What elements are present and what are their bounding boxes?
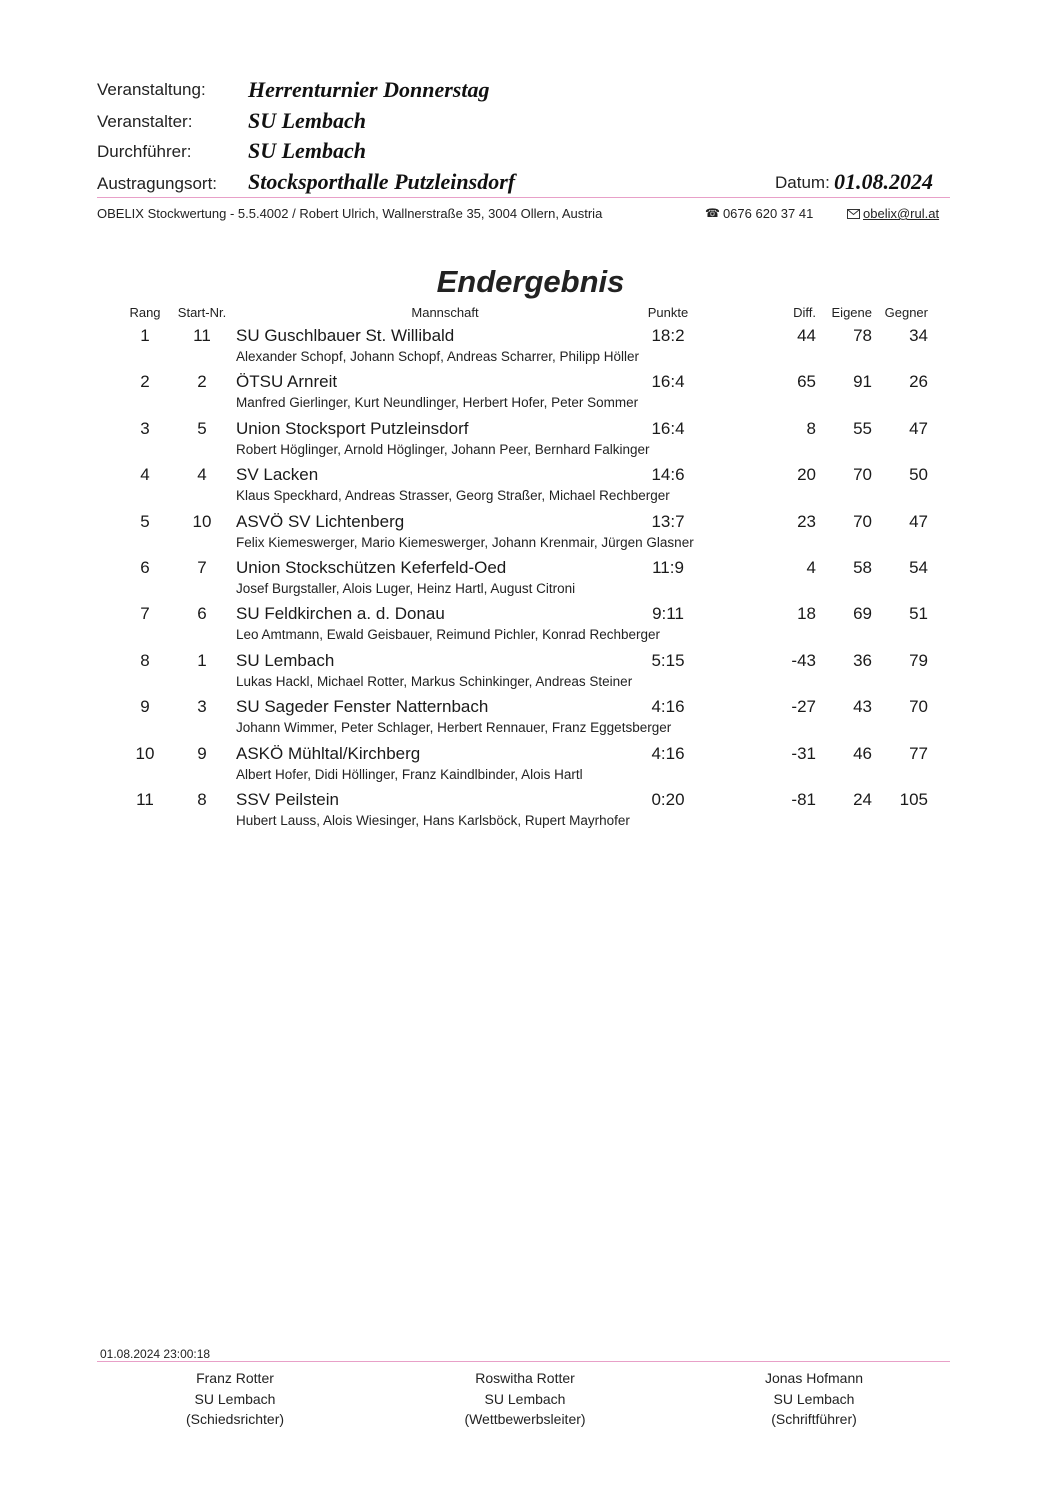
rank-cell: 9 xyxy=(140,697,150,717)
signature-secretary xyxy=(704,1368,924,1430)
rank-cell: 1 xyxy=(140,326,150,345)
start-number-cell: 5 xyxy=(197,418,207,438)
opponent-score-cell: 50 xyxy=(909,465,928,485)
own-score-cell: 46 xyxy=(853,743,872,763)
footer-divider xyxy=(97,1361,950,1362)
points-cell: 5:15 xyxy=(651,650,685,670)
team-name-cell: Union Stockschützen Keferfeld-Oed xyxy=(236,558,507,577)
date-value: 01.08.2024 xyxy=(834,169,933,194)
rank-cell: 2 xyxy=(140,372,150,392)
players-cell: Robert Höglinger, Arnold Höglinger, Johann Peer, Bernhard Falkinger xyxy=(236,441,650,457)
table-row xyxy=(0,697,1061,743)
software-info: OBELIX Stockwertung - 5.5.4002 / Robert Ulrich, Wallnerstraße 35, 3004 Ollern, Austria xyxy=(97,206,603,221)
players-cell: Leo Amtmann, Ewald Geisbauer, Reimund Pichler, Konrad Rechberger xyxy=(236,627,660,643)
difference-cell: 44 xyxy=(797,326,816,345)
rank-cell: 11 xyxy=(136,790,154,809)
signature-role: (Schriftführer) xyxy=(771,1411,857,1427)
team-name-cell: SU Guschlbauer St. Willibald xyxy=(236,326,455,345)
column-header-points: Punkte xyxy=(647,305,689,320)
points-cell: 18:2 xyxy=(651,326,685,345)
start-number-cell: 7 xyxy=(197,558,207,577)
difference-cell: 23 xyxy=(797,511,816,531)
signature-club: SU Lembach xyxy=(484,1390,566,1407)
own-score-cell: 43 xyxy=(853,697,872,717)
rank-cell: 6 xyxy=(140,558,150,577)
start-number-cell: 11 xyxy=(193,326,211,345)
own-score-cell: 91 xyxy=(853,372,872,392)
event-label: Veranstaltung: xyxy=(97,80,206,99)
team-name-cell: SU Feldkirchen a. d. Donau xyxy=(236,604,445,624)
start-number-cell: 3 xyxy=(197,697,207,717)
start-number-cell: 1 xyxy=(197,650,207,670)
organizer-value: SU Lembach xyxy=(248,108,366,133)
points-cell: 13:7 xyxy=(651,511,685,531)
signature-club: SU Lembach xyxy=(194,1390,276,1407)
points-cell: 14:6 xyxy=(651,465,685,485)
email-link[interactable]: obelix@rul.at xyxy=(863,206,940,221)
column-header-rang: Rang xyxy=(129,305,161,320)
team-name-cell: SU Sageder Fenster Natternbach xyxy=(236,697,489,717)
page-title: Endergebnis xyxy=(436,264,625,299)
difference-cell: 20 xyxy=(797,465,816,485)
players-cell: Hubert Lauss, Alois Wiesinger, Hans Karlsböck, Rupert Mayrhofer xyxy=(236,813,630,828)
column-header-opp: Gegner xyxy=(884,305,928,320)
points-cell: 16:4 xyxy=(651,418,685,438)
own-score-cell: 70 xyxy=(853,511,872,531)
signature-competition-manager xyxy=(415,1368,635,1430)
own-score-cell: 69 xyxy=(853,604,872,624)
difference-cell: -31 xyxy=(791,743,816,763)
rank-cell: 5 xyxy=(140,511,150,531)
players-cell: Johann Wimmer, Peter Schlager, Herbert Rennauer, Franz Eggetsberger xyxy=(236,720,672,736)
start-number-cell: 9 xyxy=(197,743,207,763)
rank-cell: 7 xyxy=(140,604,150,624)
players-cell: Felix Kiemeswerger, Mario Kiemeswerger, Johann Krenmair, Jürgen Glasner xyxy=(236,534,694,550)
venue-label: Austragungsort: xyxy=(97,174,218,193)
start-number-cell: 6 xyxy=(197,604,207,624)
opponent-score-cell: 34 xyxy=(909,326,928,345)
table-row xyxy=(0,419,1061,465)
own-score-cell: 36 xyxy=(853,650,872,670)
points-cell: 16:4 xyxy=(651,372,685,392)
players-cell: Klaus Speckhard, Andreas Strasser, Georg Straßer, Michael Rechberger xyxy=(236,488,670,504)
opponent-score-cell: 79 xyxy=(909,650,928,670)
rank-cell: 8 xyxy=(140,650,150,670)
team-name-cell: SSV Peilstein xyxy=(236,790,339,809)
envelope-icon xyxy=(847,209,860,219)
opponent-score-cell: 105 xyxy=(899,790,928,809)
table-row xyxy=(0,512,1061,558)
table-row xyxy=(0,651,1061,697)
players-cell: Lukas Hackl, Michael Rotter, Markus Schinkinger, Andreas Steiner xyxy=(236,673,633,689)
difference-cell: 18 xyxy=(797,604,816,624)
team-name-cell: ASKÖ Mühltal/Kirchberg xyxy=(236,743,421,763)
own-score-cell: 58 xyxy=(853,558,872,577)
table-row xyxy=(0,465,1061,511)
team-name-cell: Union Stocksport Putzleinsdorf xyxy=(236,418,469,438)
difference-cell: -27 xyxy=(791,697,816,717)
players-cell: Albert Hofer, Didi Höllinger, Franz Kaindlbinder, Alois Hartl xyxy=(236,766,583,782)
players-cell: Manfred Gierlinger, Kurt Neundlinger, Herbert Hofer, Peter Sommer xyxy=(236,395,639,411)
signature-role: (Schiedsrichter) xyxy=(185,1411,285,1427)
signature-role: (Wettbewerbsleiter) xyxy=(464,1411,586,1427)
difference-cell: 65 xyxy=(797,372,816,392)
rank-cell: 4 xyxy=(140,465,150,485)
opponent-score-cell: 47 xyxy=(909,511,928,531)
difference-cell: 4 xyxy=(806,558,816,577)
opponent-score-cell: 70 xyxy=(909,697,928,717)
rank-cell: 3 xyxy=(140,418,150,438)
team-name-cell: SU Lembach xyxy=(236,650,335,670)
difference-cell: 8 xyxy=(806,418,816,438)
own-score-cell: 24 xyxy=(853,790,872,809)
signature-name: Franz Rotter xyxy=(196,1370,274,1386)
header-divider xyxy=(97,197,950,198)
players-cell: Josef Burgstaller, Alois Luger, Heinz Hartl, August Citroni xyxy=(236,581,576,596)
print-timestamp: 01.08.2024 23:00:18 xyxy=(100,1347,211,1361)
points-cell: 4:16 xyxy=(651,697,685,717)
signature-name: Jonas Hofmann xyxy=(764,1370,864,1386)
phone-info xyxy=(705,206,813,221)
opponent-score-cell: 51 xyxy=(909,604,928,624)
points-cell: 0:20 xyxy=(651,790,685,809)
points-cell: 9:11 xyxy=(652,604,684,624)
points-cell: 11:9 xyxy=(652,558,684,577)
points-cell: 4:16 xyxy=(651,743,685,763)
event-value: Herrenturnier Donnerstag xyxy=(248,77,490,102)
start-number-cell: 10 xyxy=(192,511,212,531)
executor-value: SU Lembach xyxy=(248,138,366,163)
table-row xyxy=(0,604,1061,650)
team-name-cell: ASVÖ SV Lichtenberg xyxy=(236,511,405,531)
start-number-cell: 4 xyxy=(197,465,207,485)
date-label: Datum: xyxy=(775,173,830,192)
table-row xyxy=(0,326,1061,372)
own-score-cell: 70 xyxy=(853,465,872,485)
own-score-cell: 55 xyxy=(853,418,872,438)
opponent-score-cell: 54 xyxy=(909,558,928,577)
signature-club: SU Lembach xyxy=(773,1390,855,1407)
column-header-own: Eigene xyxy=(831,305,872,320)
phone-icon: ☎ xyxy=(705,206,720,220)
table-row xyxy=(0,744,1061,790)
organizer-label: Veranstalter: xyxy=(97,112,193,131)
venue-value: Stocksporthalle Putzleinsdorf xyxy=(248,169,516,194)
executor-label: Durchführer: xyxy=(97,142,192,161)
start-number-cell: 2 xyxy=(197,372,207,392)
difference-cell: -81 xyxy=(791,790,816,809)
column-header-start: Start-Nr. xyxy=(177,305,227,320)
column-header-diff: Diff. xyxy=(793,305,816,320)
email-info xyxy=(847,206,939,221)
team-name-cell: ÖTSU Arnreit xyxy=(236,372,338,392)
table-row xyxy=(0,558,1061,604)
table-row xyxy=(0,790,1061,836)
opponent-score-cell: 26 xyxy=(909,372,928,392)
team-name-cell: SV Lacken xyxy=(236,465,319,485)
own-score-cell: 78 xyxy=(853,326,872,345)
column-header-team: Mannschaft xyxy=(411,305,479,320)
signature-name: Roswitha Rotter xyxy=(475,1370,575,1386)
difference-cell: -43 xyxy=(791,650,816,670)
table-row xyxy=(0,372,1061,418)
signature-referee xyxy=(125,1368,345,1430)
opponent-score-cell: 77 xyxy=(909,743,928,763)
opponent-score-cell: 47 xyxy=(909,418,928,438)
start-number-cell: 8 xyxy=(197,790,207,809)
players-cell: Alexander Schopf, Johann Schopf, Andreas Scharrer, Philipp Höller xyxy=(236,349,639,364)
phone-number: 0676 620 37 41 xyxy=(722,206,814,221)
rank-cell: 10 xyxy=(135,743,155,763)
